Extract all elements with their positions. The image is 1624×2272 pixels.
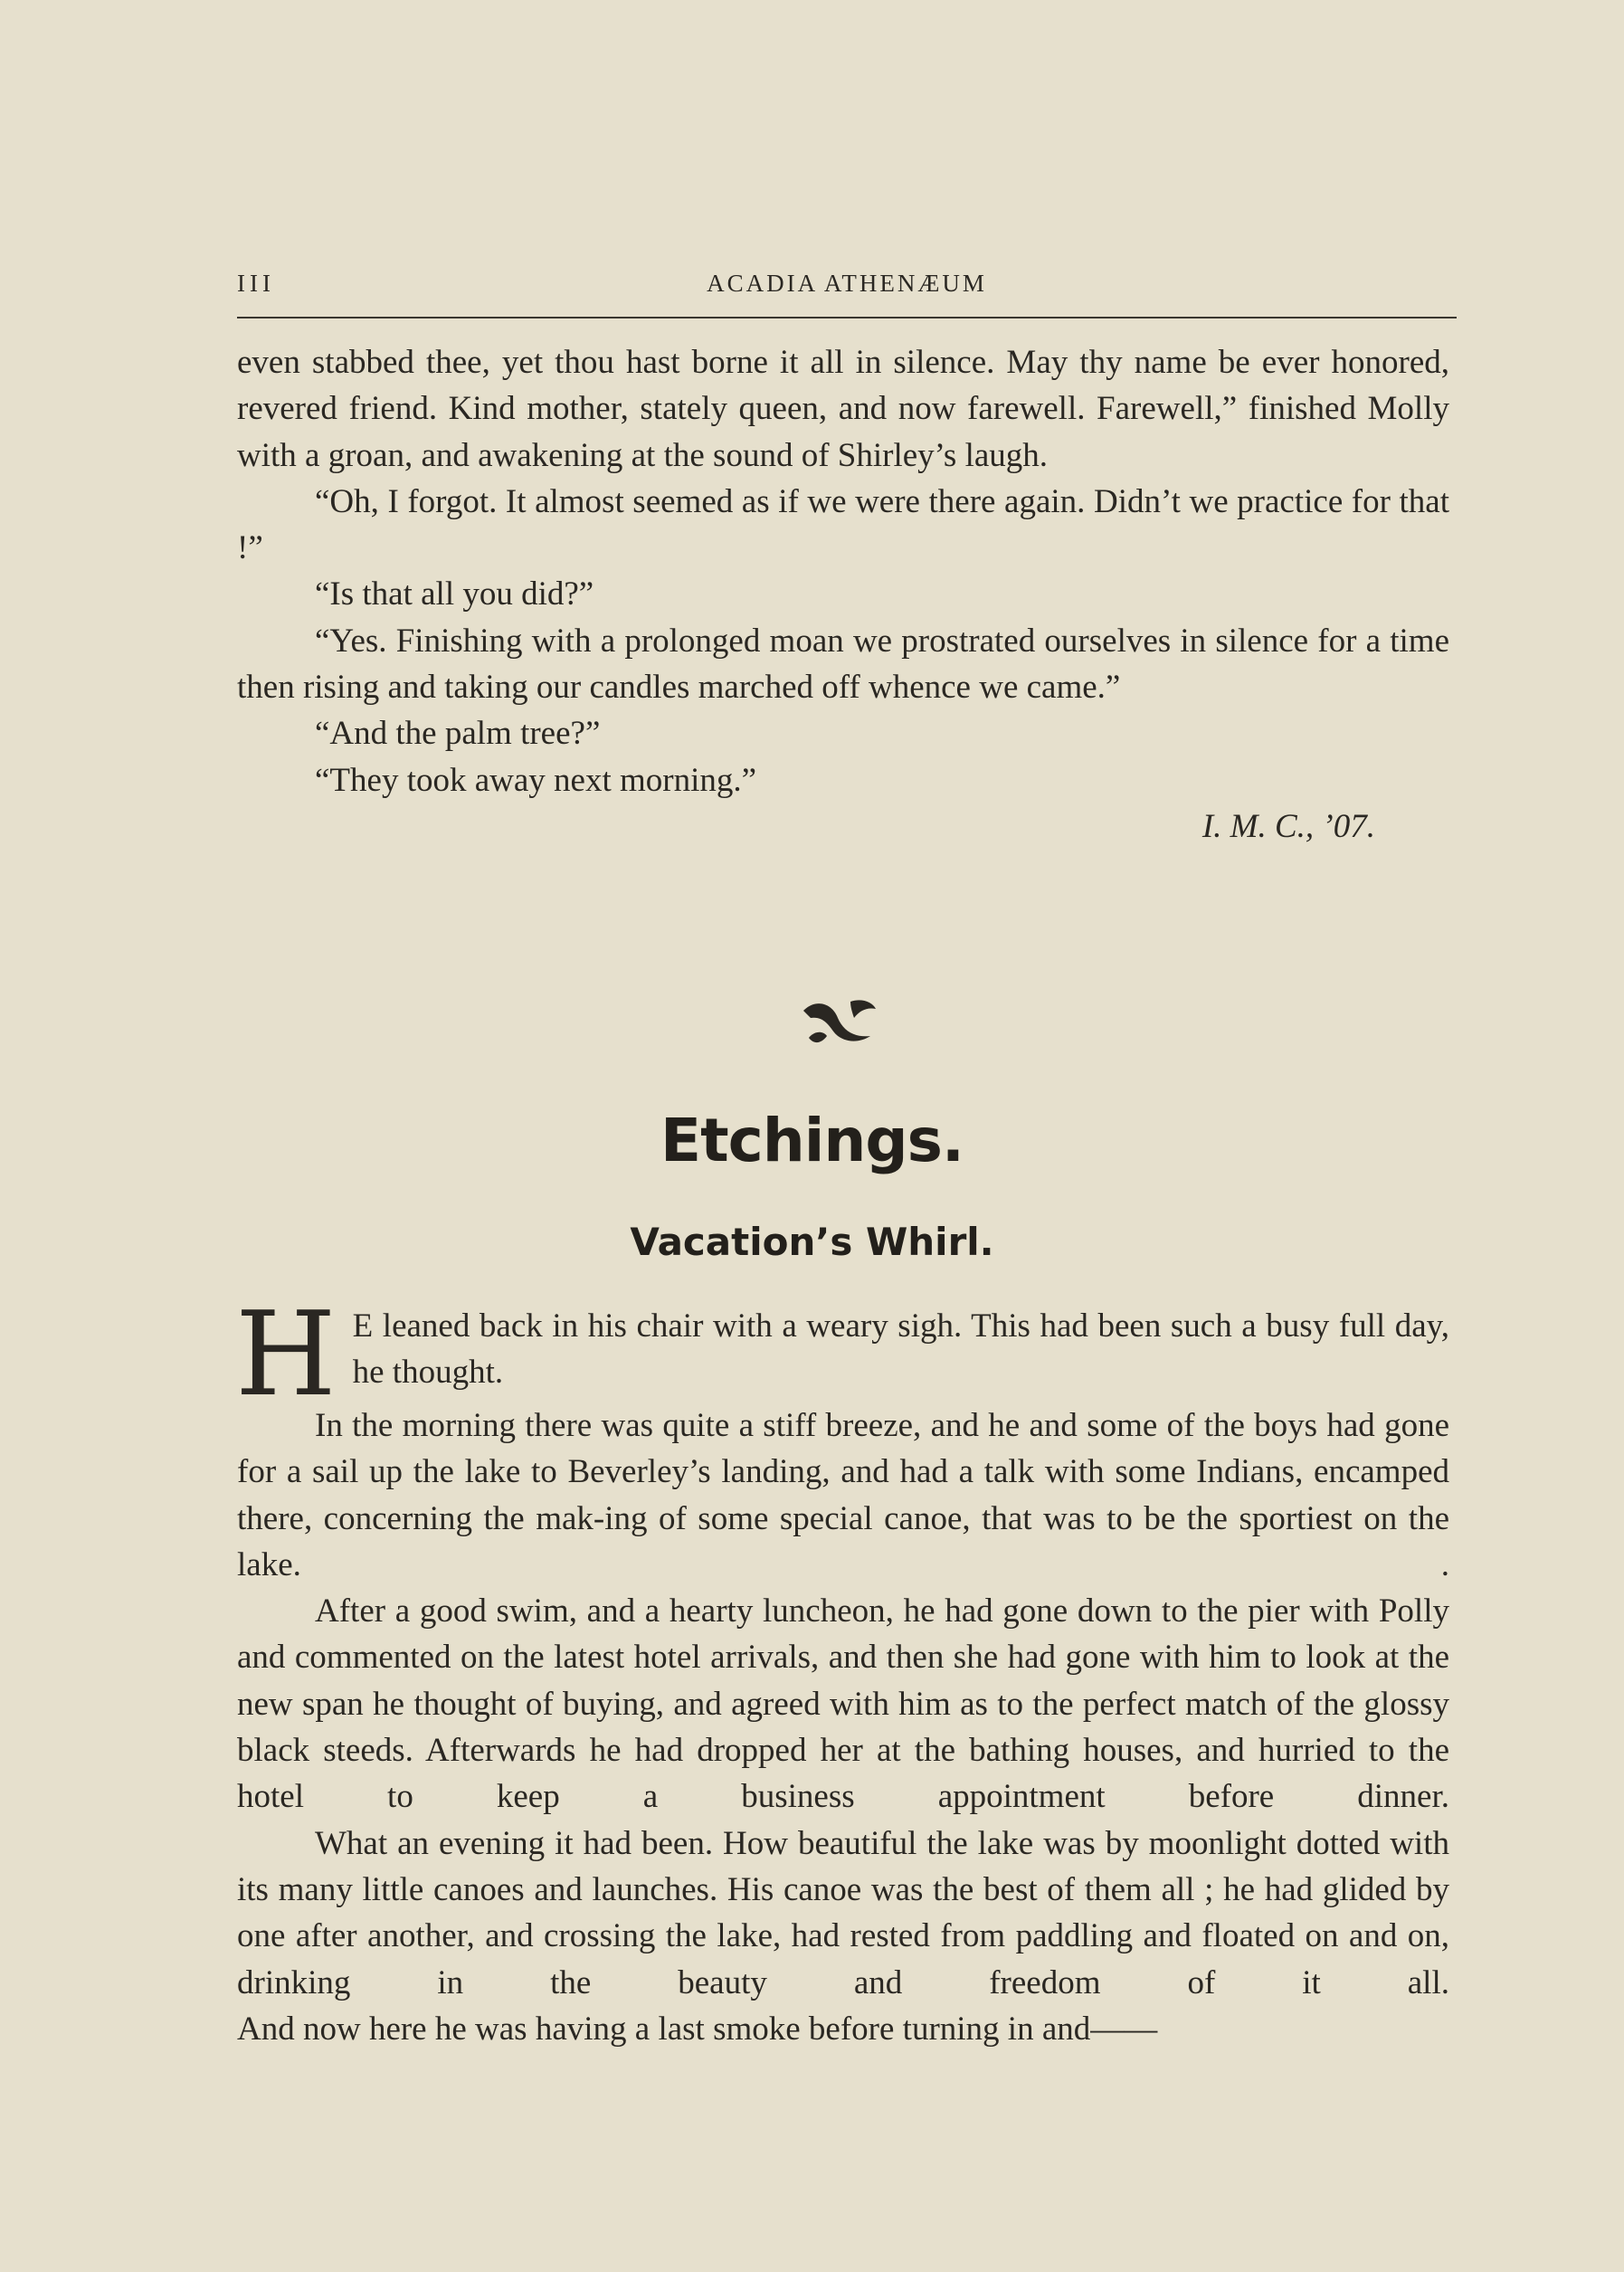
article-body [235,1288,1449,2052]
paragraph: even stabbed thee, yet thou hast borne it all in silence. May thy name be ever honored, revered friend. Kind mother, stately queen, and now farewell. Farewell,” finished Molly with a groan, and awakening at the sound of Shirley’s laugh. [237,344,1449,474]
signature: I. M. C., ’07. [1201,807,1375,845]
paragraph: “Oh, I forgot. It almost seemed as if we were there again. Didn’t we practice for that !” [237,482,1449,567]
section-title: Etchings. [660,1106,964,1175]
fleuron-ornament-icon [796,991,878,1054]
header-rule [237,317,1457,318]
paragraph: What an evening it had been. How beautiful the lake was by moonlight dotted with its many little canoes and launches. His canoe was the best of them all ; he had glided by one after another, and crossing the lake, had rested from paddling and floated on and on, drinking in the beauty and freedom of it all. [237,1824,1449,2001]
final-line: And now here he was having a last smoke before turning in and—— [237,2010,1158,2048]
running-header [237,270,1457,306]
story-ending [237,339,1449,850]
page-number: III [237,270,275,297]
paragraph: “And the palm tree?” [315,715,601,753]
article-title: Vacation’s Whirl. [630,1220,994,1264]
paragraph: “Is that all you did?” [315,575,594,613]
first-paragraph-text: E leaned back in his chair with a weary sigh. This had been such a busy full day, he thought. [352,1307,1449,1392]
paragraph: After a good swim, and a hearty luncheon, he had gone down to the pier with Polly and commented on the latest hotel arrivals, and then she had gone with him to look at the new span he thought of buying, and agreed with him as to the perfect match of the glossy black steeds. Afterwards he had dropped her at the bathing houses, and hurried to the hotel to keep a business appointment before dinner. [237,1592,1449,1816]
paragraph: In the morning there was quite a stiff breeze, and he and some of the boys had gone for a sail up the lake to Beverley’s landing, and had a talk with some Indians, encamped there, concerning the mak-ing of some special canoe, that was to be the sportiest on the lake. . [237,1407,1449,1583]
paragraph: “Yes. Finishing with a prolonged moan we prostrated ourselves in silence for a time then rising and taking our candles marched off whence we came.” [237,622,1449,707]
first-paragraph [235,1288,1449,1422]
drop-cap: H [235,1288,337,1422]
paragraph: “They took away next morning.” [315,761,757,799]
journal-title: ACADIA ATHENÆUM [707,270,987,297]
